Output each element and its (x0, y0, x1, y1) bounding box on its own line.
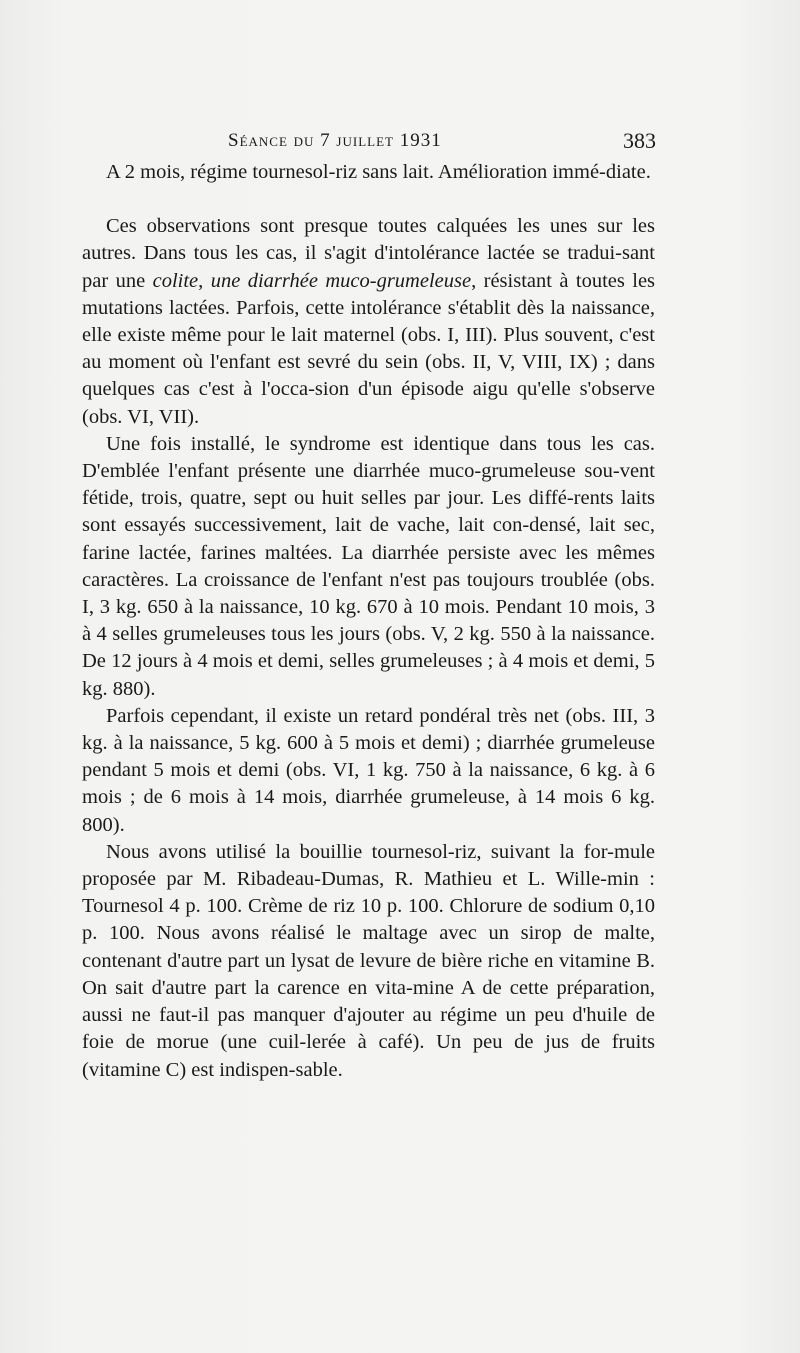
paragraph-4: Parfois cependant, il existe un retard pondéral très net (obs. III, 3 kg. à la naissance, 5 kg. 600 à 5 mois et demi) ; diarrhée grumeleuse pendant 5 mois et demi (obs. VI, 1 kg. 750 à la naissance, 6 kg. à 6 mois ; de 6 mois à 14 mois, diarrhée grumeleuse, à 14 mois 6 kg. 800). (82, 704, 655, 836)
paragraph-2-separator: , (198, 269, 211, 292)
paragraph-2-text-a: Ces observations sont presque toutes calquées les unes sur les autres. Dans tous les cas, il s'agit d'intolérance lactée se tradui-sant par une (82, 215, 655, 292)
paragraph-1: A 2 mois, régime tournesol-riz sans lait. Amélioration immé-diate. (106, 161, 651, 183)
paragraph-3: Une fois installé, le syndrome est identique dans tous les cas. D'emblée l'enfant présente une diarrhée muco-grumeleuse sou-vent fétide, trois, quatre, sept ou huit selles par jour. Les diffé-rents laits sont essayés successivement, lait de vache, lait con-densé, lait sec, farine lactée, farines maltées. La diarrhée persiste avec les mêmes caractères. La croissance de l'enfant n'est pas toujours troublée (obs. I, 3 kg. 650 à la naissance, 10 kg. 670 à 10 mois. Pendant 10 mois, 3 à 4 selles grumeleuses tous les jours (obs. V, 2 kg. 550 à la naissance. De 12 jours à 4 mois et demi, selles grumeleuses ; à 4 mois et demi, 5 kg. 880). (82, 432, 655, 700)
page-number: 383 (623, 128, 656, 153)
term-colite: colite (152, 269, 199, 292)
paragraph-2 (82, 213, 655, 431)
body-text (82, 159, 655, 1084)
term-diarrhee-muco-grumeleuse: une diarrhée muco-grumeleuse (210, 269, 472, 292)
paragraph-2-text-b: , résistant à toutes les mutations lactées. Parfois, cette intolérance s'établit dès la naissance, elle existe même pour le lait maternel (obs. I, III). Plus souvent, c'est au moment où l'enfant est sevré du sein (obs. II, V, VIII, IX) ; dans quelques cas c'est à l'occa-sion d'un épisode aigu qu'elle s'observe (obs. VI, VII). (82, 269, 656, 428)
running-title: Séance du 7 juillet 1931 (228, 130, 442, 151)
paragraph-5: Nous avons utilisé la bouillie tournesol-riz, suivant la for-mule proposée par M. Ribadeau-Dumas, R. Mathieu et L. Wille-min : Tournesol 4 p. 100. Crème de riz 10 p. 100. Chlorure de sodium 0,10 p. 100. Nous avons réalisé le maltage avec un sirop de malte, contenant d'autre part un lysat de levure de bière riche en vitamine B. On sait d'autre part la carence en vita-mine A de cette préparation, aussi ne faut-il pas manquer d'ajouter au régime un peu d'huile de foie de morue (une cuil-lerée à café). Un peu de jus de fruits (vitamine C) est indispen-sable. (82, 840, 655, 1081)
page-header (228, 128, 656, 158)
